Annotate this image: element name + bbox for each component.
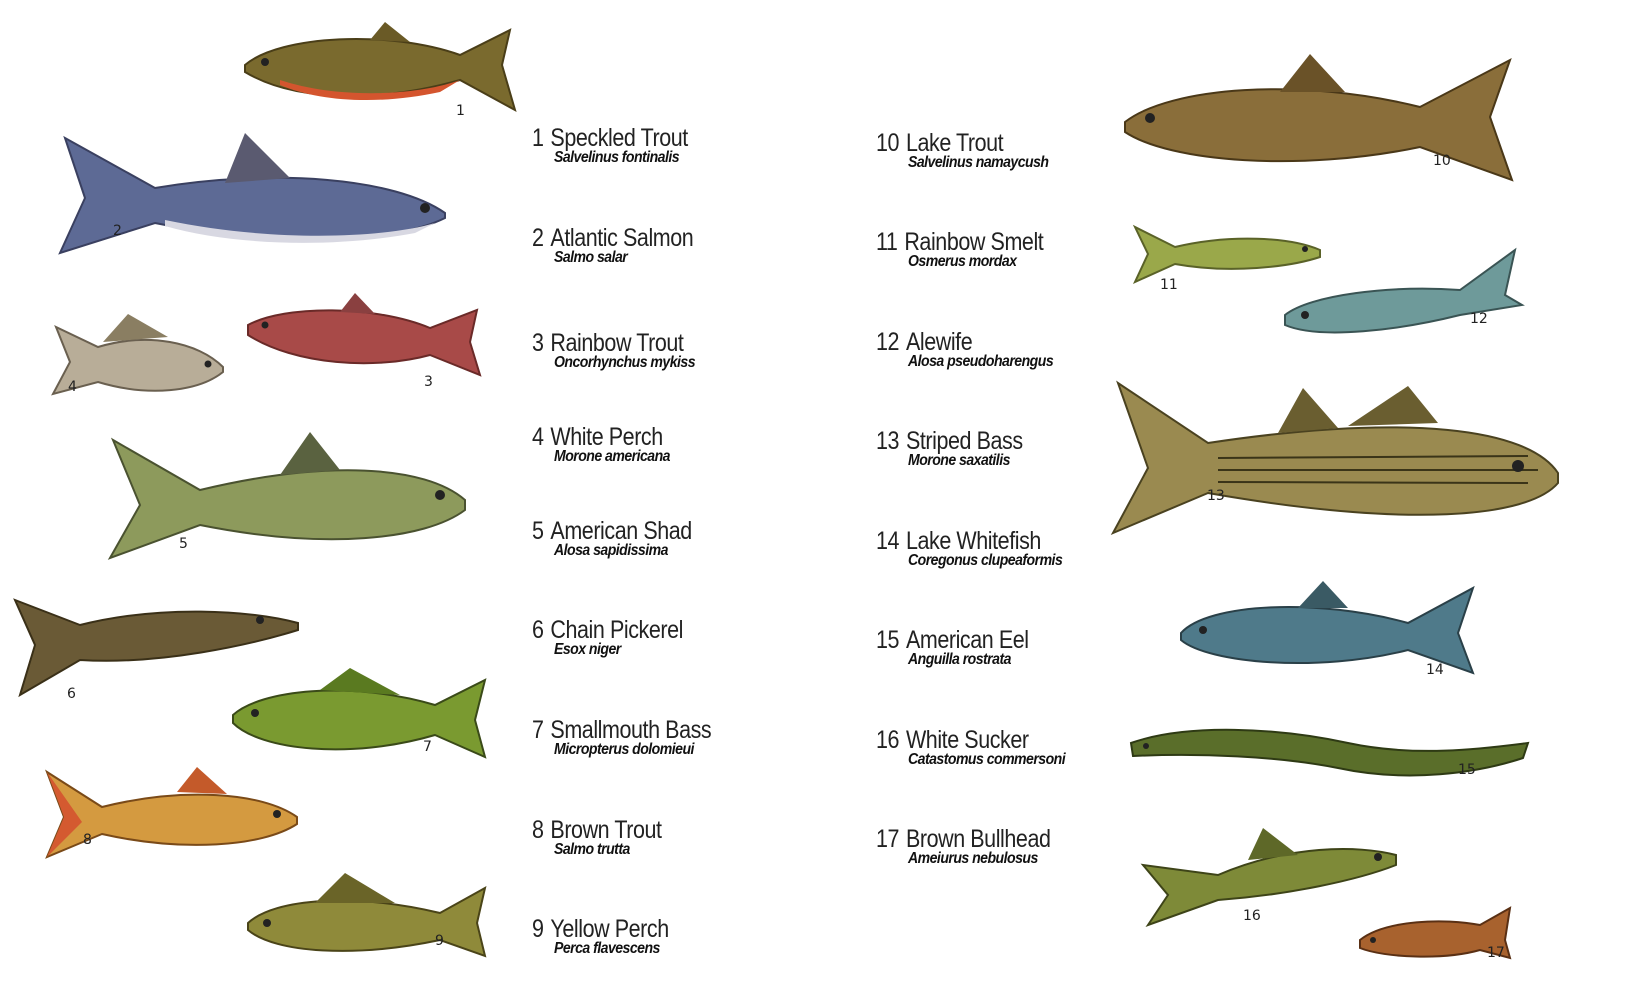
fish-label-6: 6: [67, 686, 76, 702]
species-name: American Shad: [550, 517, 692, 545]
species-latin-name: Esox niger: [554, 641, 621, 658]
species-entry-11: [876, 229, 1071, 271]
species-name: Lake Whitefish: [905, 527, 1041, 555]
species-name: Rainbow Smelt: [904, 228, 1044, 256]
fish-label-2: 2: [113, 223, 122, 239]
fish-label-17: 17: [1487, 945, 1505, 961]
species-number: 17: [876, 825, 900, 853]
species-latin-name: Osmerus mordax: [908, 253, 1017, 270]
species-entry-2: [532, 225, 720, 267]
species-number: 10: [876, 129, 900, 157]
species-entry-9: [532, 916, 691, 958]
species-entry-16: [876, 727, 1087, 769]
species-latin-name: Morone americana: [554, 448, 670, 465]
fish-label-3: 3: [424, 374, 433, 390]
species-latin-name: Alosa sapidissima: [554, 542, 668, 559]
species-name: Lake Trout: [905, 129, 1004, 157]
species-entry-7: [532, 717, 740, 759]
species-latin-name: Salvelinus namaycush: [908, 154, 1049, 171]
species-number: 1: [532, 124, 544, 152]
species-name: Atlantic Salmon: [550, 224, 694, 252]
speckled-trout-illustration: [240, 10, 525, 120]
species-latin-name: Salvelinus fontinalis: [554, 149, 680, 166]
rainbow-trout-illustration: [245, 290, 485, 385]
species-name: Smallmouth Bass: [550, 716, 712, 744]
species-name: American Eel: [905, 626, 1029, 654]
fish-label-8: 8: [83, 832, 92, 848]
species-number: 4: [532, 423, 544, 451]
fish-label-14: 14: [1426, 662, 1444, 678]
american-shad-illustration: [105, 430, 470, 565]
species-entry-17: [876, 826, 1079, 868]
species-entry-5: [532, 518, 718, 560]
fish-label-5: 5: [179, 536, 188, 552]
fish-label-1: 1: [456, 103, 465, 119]
species-number: 7: [532, 716, 544, 744]
species-latin-name: Micropterus dolomieui: [554, 741, 694, 758]
species-number: 2: [532, 224, 544, 252]
species-name: Striped Bass: [905, 427, 1023, 455]
species-entry-10: [876, 130, 1068, 172]
fish-label-12: 12: [1470, 311, 1488, 327]
species-number: 8: [532, 816, 544, 844]
fish-label-4: 4: [68, 379, 77, 395]
species-latin-name: Morone saxatilis: [908, 452, 1010, 469]
species-number: 16: [876, 726, 900, 754]
fish-label-9: 9: [435, 933, 444, 949]
species-entry-4: [532, 424, 686, 466]
smallmouth-bass-illustration: [230, 665, 490, 765]
species-latin-name: Alosa pseudoharengus: [908, 353, 1054, 370]
species-entry-1: [532, 125, 713, 167]
fish-label-7: 7: [423, 739, 432, 755]
species-name: Brown Bullhead: [905, 825, 1051, 853]
species-entry-13: [876, 428, 1047, 470]
species-latin-name: Perca flavescens: [554, 940, 660, 957]
species-name: Speckled Trout: [550, 124, 688, 152]
atlantic-salmon-illustration: [55, 128, 450, 263]
species-number: 15: [876, 626, 900, 654]
species-number: 5: [532, 517, 544, 545]
species-name: White Sucker: [905, 726, 1029, 754]
alewife-illustration: [1280, 245, 1525, 345]
species-latin-name: Salmo salar: [554, 249, 628, 266]
species-name: Rainbow Trout: [550, 329, 684, 357]
species-latin-name: Coregonus clupeaformis: [908, 552, 1063, 569]
species-entry-6: [532, 617, 708, 659]
fish-label-11: 11: [1160, 277, 1178, 293]
species-entry-3: [532, 330, 714, 372]
species-latin-name: Ameiurus nebulosus: [908, 850, 1038, 867]
brown-trout-illustration: [42, 762, 302, 862]
species-latin-name: Anguilla rostrata: [908, 651, 1011, 668]
species-latin-name: Salmo trutta: [554, 841, 630, 858]
species-entry-12: [876, 329, 1073, 371]
species-number: 14: [876, 527, 900, 555]
species-entry-15: [876, 627, 1053, 669]
species-name: White Perch: [550, 423, 663, 451]
species-entry-14: [876, 528, 1083, 570]
species-entry-8: [532, 817, 683, 859]
species-name: Brown Trout: [550, 816, 662, 844]
fish-label-13: 13: [1207, 488, 1225, 504]
species-number: 12: [876, 328, 900, 356]
species-name: Alewife: [905, 328, 973, 356]
yellow-perch-illustration: [245, 868, 490, 963]
species-number: 9: [532, 915, 544, 943]
species-number: 6: [532, 616, 544, 644]
lake-trout-illustration: [1120, 52, 1515, 187]
fish-label-15: 15: [1458, 762, 1476, 778]
species-number: 13: [876, 427, 900, 455]
species-name: Chain Pickerel: [550, 616, 684, 644]
fish-label-10: 10: [1433, 153, 1451, 169]
fish-label-16: 16: [1243, 908, 1261, 924]
species-latin-name: Oncorhynchus mykiss: [554, 354, 695, 371]
species-latin-name: Catastomus commersoni: [908, 751, 1066, 768]
striped-bass-illustration: [1108, 378, 1563, 553]
species-number: 11: [876, 228, 898, 256]
species-name: Yellow Perch: [550, 915, 669, 943]
species-number: 3: [532, 329, 544, 357]
